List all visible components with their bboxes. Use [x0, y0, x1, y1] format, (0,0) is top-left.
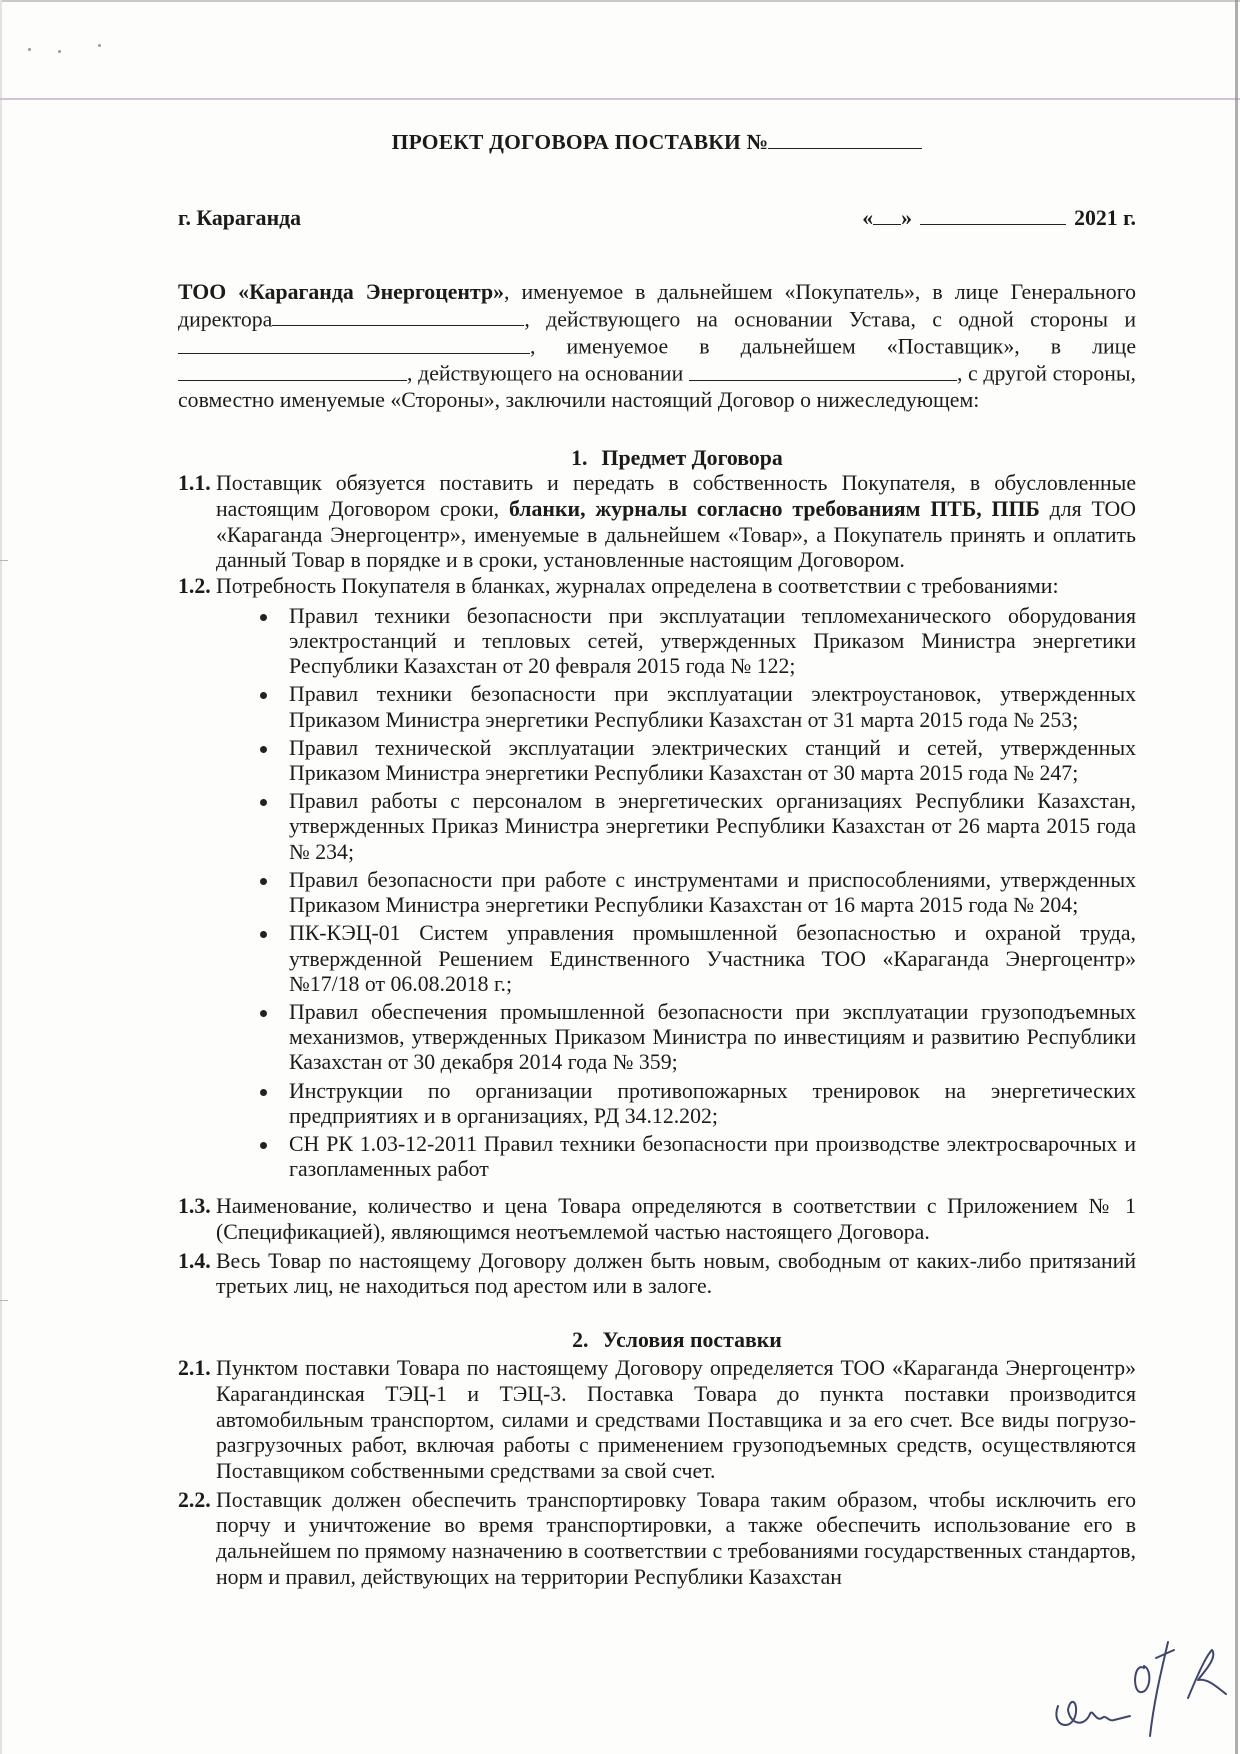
list-item-text: Правил безопасности при работе с инструментами и приспособлениями, утвержденных Приказом Министра энергетики Республики Казахстан от 16 марта 2015 года № 204;	[289, 867, 1136, 918]
signature-2-loop	[1135, 1666, 1149, 1692]
preamble-text-2: , действующего на основании Устава, с одной стороны и	[524, 307, 1136, 332]
buyer-name: ТОО «Караганда Энергоцентр»	[178, 280, 504, 304]
contract-date	[862, 204, 1136, 232]
section-1-heading	[178, 445, 1136, 471]
scan-top-edge	[0, 0, 1240, 2]
clause-1-3	[178, 1194, 1136, 1245]
list-item-text: ПК-КЭЦ-01 Систем управления промышленной безопасностью и охраной труда, утвержденной Решением Единственного Участника ТОО «Караганда Энергоцентр» №17/18 от 06.08.2018 г.;	[289, 921, 1136, 996]
list-item	[289, 1000, 1136, 1076]
preamble-text-4: , действующего на основании	[407, 361, 689, 386]
list-item-text: Правил техники безопасности при эксплуатации электроустановок, утвержденных Приказом Министра энергетики Республики Казахстан от 31 марта 2015 года № 253;	[289, 682, 1136, 732]
clause-text: Весь Товар по настоящему Договору должен быть новым, свободным от каких-либо притязаний третьих лиц, не находиться под арестом или в залоге.	[216, 1248, 1136, 1299]
clause-text: Пунктом поставки Товара по настоящему Договору определяется ТОО «Караганда Энергоцентр» Карагандинская ТЭЦ-1 и ТЭЦ-3. Поставка Товара до пункта поставки производится автомобильным транспортом, силами и средствами Поставщика и за его счет. Все виды погрузо-разгрузочных работ, включая работы с применением грузоподъемных средств, осуществляются Поставщиком собственными средствами за свой счет.	[216, 1356, 1136, 1483]
date-year: 2021 г.	[1074, 206, 1136, 230]
bullet-icon	[260, 878, 267, 885]
clause-number: 2.2.	[178, 1487, 211, 1512]
clause-number: 1.3.	[178, 1194, 211, 1219]
date-open-quote: «	[862, 206, 874, 230]
clause-number: 1.1.	[178, 471, 211, 496]
title-text: ПРОЕКТ ДОГОВОРА ПОСТАВКИ №	[391, 130, 769, 154]
list-item	[289, 868, 1136, 918]
preamble-text-3: , именуемое в дальнейшем «Поставщик», в лице	[530, 334, 1136, 359]
supplier-representative-blank	[178, 360, 407, 381]
document-title	[178, 128, 1136, 156]
scan-mark	[28, 48, 31, 51]
requirements-list	[178, 604, 1136, 1182]
list-item	[289, 736, 1136, 786]
date-close-quote: »	[901, 206, 913, 230]
clause-text: Поставщик должен обеспечить транспортировку Товара таким образом, чтобы исключить его порчу и уничтожение во время транспортировки, а также обеспечить использование его в дальнейшем по прямому назначению в соответствии с требованиями государственных стандартов, норм и правил, действующих на территории Республики Казахстан	[216, 1487, 1136, 1589]
director-name-blank	[272, 306, 524, 327]
bullet-icon	[260, 746, 267, 753]
list-item-text: Правил работы с персоналом в энергетических организациях Республики Казахстан, утвержденных Приказ Министра энергетики Республики Казахстан от 26 марта 2015 года № 234;	[289, 789, 1136, 864]
city: г. Караганда	[178, 206, 302, 230]
month-blank	[920, 204, 1066, 225]
list-item-text: СН РК 1.03-12-2011 Правил техники безопасности при производстве электросварочных и газопламенных работ	[289, 1131, 1136, 1182]
list-item	[289, 1132, 1136, 1182]
preamble	[178, 280, 1136, 413]
clause-text: Потребность Покупателя в бланках, журналах определена в соответствии с требованиями:	[216, 574, 1059, 599]
clause-text-bold: бланки, журналы согласно требованиям ПТБ, ППБ	[508, 497, 1040, 522]
handwritten-signatures	[1040, 1628, 1230, 1740]
contract-body	[178, 128, 1136, 1590]
section-title: Предмет Договора	[601, 446, 783, 471]
clause-number: 1.2.	[178, 574, 211, 599]
scan-mark	[0, 560, 8, 561]
bullet-icon	[260, 799, 267, 806]
clause-text	[216, 471, 1136, 574]
clause-2-1	[178, 1356, 1136, 1485]
contract-number-blank	[768, 129, 922, 149]
bullet-icon	[260, 614, 267, 621]
supplier-name-blank	[178, 333, 530, 354]
scan-right-edge	[1235, 0, 1238, 1754]
clause-text-part: Поставщик обязуется поставить и передать в собственность Покупателя, в обусловленные настоящим Договором сроки,	[216, 471, 1136, 522]
scan-horizontal-line	[0, 98, 1240, 100]
preamble-text-1: , именуемое в дальнейшем «Покупатель», в лице Генерального директора	[178, 280, 1136, 332]
list-item-text: Инструкции по организации противопожарных тренировок на энергетических предприятиях и в организациях, РД 34.12.202;	[289, 1078, 1136, 1128]
list-item-text: Правил обеспечения промышленной безопасности при эксплуатации грузоподъемных механизмов, утвержденных Приказом Министра по инвестициям и развитию Республики Казахстан от 30 декабря 2014 года № 359;	[289, 999, 1136, 1075]
clause-text: Наименование, количество и цена Товара определяются в соответствии с Приложением № 1 (Спецификацией), являющимся неотъемлемой частью настоящего Договора.	[216, 1194, 1136, 1245]
list-item	[289, 789, 1136, 865]
clause-1-2	[178, 574, 1136, 600]
clause-number: 1.4.	[178, 1248, 211, 1273]
preamble-text-5: , с другой стороны, совместно именуемые «Стороны», заключили настоящий Договор о нижеследующем:	[178, 361, 1136, 412]
day-blank	[873, 204, 901, 225]
clause-2-2	[178, 1488, 1136, 1591]
list-item-text: Правил техники безопасности при эксплуатации тепломеханического оборудования электростанций и тепловых сетей, утвержденных Приказом Министра энергетики Республики Казахстан от 20 февраля 2015 года № 122;	[289, 603, 1136, 679]
signature-3	[1188, 1650, 1226, 1698]
signature-1	[1056, 1702, 1130, 1725]
section-title: Условия поставки	[602, 1328, 782, 1353]
place-date-row	[178, 204, 1136, 232]
scan-mark	[58, 50, 61, 53]
bullet-icon	[260, 692, 267, 699]
clause-1-1	[178, 471, 1136, 574]
scan-mark	[98, 44, 101, 47]
supplier-basis-blank	[689, 360, 957, 381]
bullet-icon	[260, 1142, 267, 1149]
bullet-icon	[260, 931, 267, 938]
list-item	[289, 1079, 1136, 1129]
clause-text-part: для ТОО «Караганда Энергоцентр», именуемые в дальнейшем «Товар», а Покупатель принять и оплатить данный Товар в порядке и в сроки, установленные настоящим Договором.	[216, 497, 1136, 573]
scan-left-edge	[0, 0, 2, 1754]
section-number: 1.	[571, 446, 588, 471]
clause-1-4	[178, 1249, 1136, 1300]
scan-mark	[0, 1300, 8, 1301]
list-item	[289, 682, 1136, 732]
list-item-text: Правил технической эксплуатации электрических станций и сетей, утвержденных Приказом Министра энергетики Республики Казахстан от 30 марта 2015 года № 247;	[289, 735, 1136, 786]
clause-number: 2.1.	[178, 1356, 211, 1381]
bullet-icon	[260, 1010, 267, 1017]
section-2-heading	[178, 1327, 1136, 1353]
section-number: 2.	[572, 1328, 589, 1353]
list-item	[289, 604, 1136, 680]
list-item	[289, 921, 1136, 997]
bullet-icon	[260, 1089, 267, 1096]
